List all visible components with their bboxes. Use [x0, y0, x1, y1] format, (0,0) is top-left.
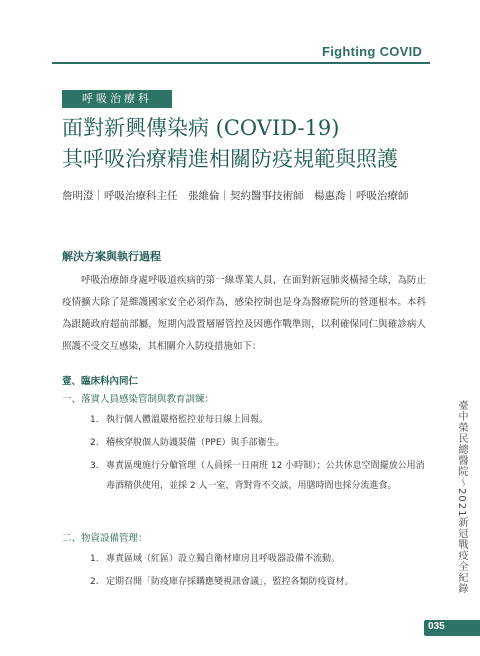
list-item-number: 2. [90, 577, 99, 587]
subsection-2-list [90, 549, 426, 595]
article-title [62, 113, 398, 175]
section-heading: 解決方案與執行過程 [62, 250, 161, 263]
list-item-text: 專責區域（紅區）設立獨自衛材庫房且呼吸器設備不流動。 [106, 554, 341, 564]
list-item-text: 稽核穿脫個人防護裝備（PPE）與手部衛生。 [106, 438, 285, 448]
subsection-2-heading: 二、物資設備管理： [62, 533, 148, 544]
list-item-number: 3. [90, 461, 99, 471]
page-number: 035 [428, 621, 445, 632]
list-item-number: 1. [90, 554, 99, 564]
authors-line: 詹明澄｜呼吸治療科主任 張維倫｜契約醫事技術師 楊惠喬｜呼吸治療師 [62, 190, 409, 202]
list-item [90, 456, 426, 496]
title-line-1: 面對新興傳染病 (COVID-19) [62, 116, 340, 140]
title-line-2: 其呼吸治療精進相關防疫規範與照護 [62, 147, 398, 171]
list-item [90, 410, 426, 430]
list-item-text: 定期召開「防疫庫存採購應變視訊會議」，監控各類防疫資材。 [106, 577, 354, 587]
list-item-text: 專責區塊施行分艙管理（人員採一日兩班 12 小時制）；公共休息空間擺放公用消毒酒精供使用，並採 2 人一室，背對背不交談，用膳時間也採分流進食。 [106, 461, 425, 491]
list-item [90, 433, 426, 453]
vertical-publication-title: 臺中榮民總醫院～2021新冠戰疫全紀錄 [456, 400, 467, 595]
part1-heading: 壹、臨床科內同仁 [62, 376, 139, 387]
intro-paragraph: 呼吸治療師身處呼吸道疾病的第一線專業人員，在面對新冠肺炎橫掃全球，為防止疫情擴大除了是維護國家安全必須作為，感染控制也是身為醫療院所的營運根本。本科為跟隨政府超前部屬，短期內設置層層管控及因應作戰準則，以利確保同仁與確診病人照護不受交互感染，其相關介入防疫措施如下： [62, 275, 426, 352]
list-item-number: 1. [90, 415, 99, 425]
section-tag: 呼吸治療科 [62, 90, 172, 108]
list-item-text: 執行個人體溫嚴格監控並每日線上回報。 [106, 415, 269, 425]
subsection-1-heading: 一、落實人員感染管制與教育訓練： [62, 394, 215, 405]
list-item-number: 2. [90, 438, 99, 448]
subsection-1-list [90, 410, 426, 499]
list-item [90, 549, 426, 569]
running-title: Fighting COVID [322, 44, 423, 59]
list-item [90, 572, 426, 592]
header-rule [52, 62, 430, 64]
